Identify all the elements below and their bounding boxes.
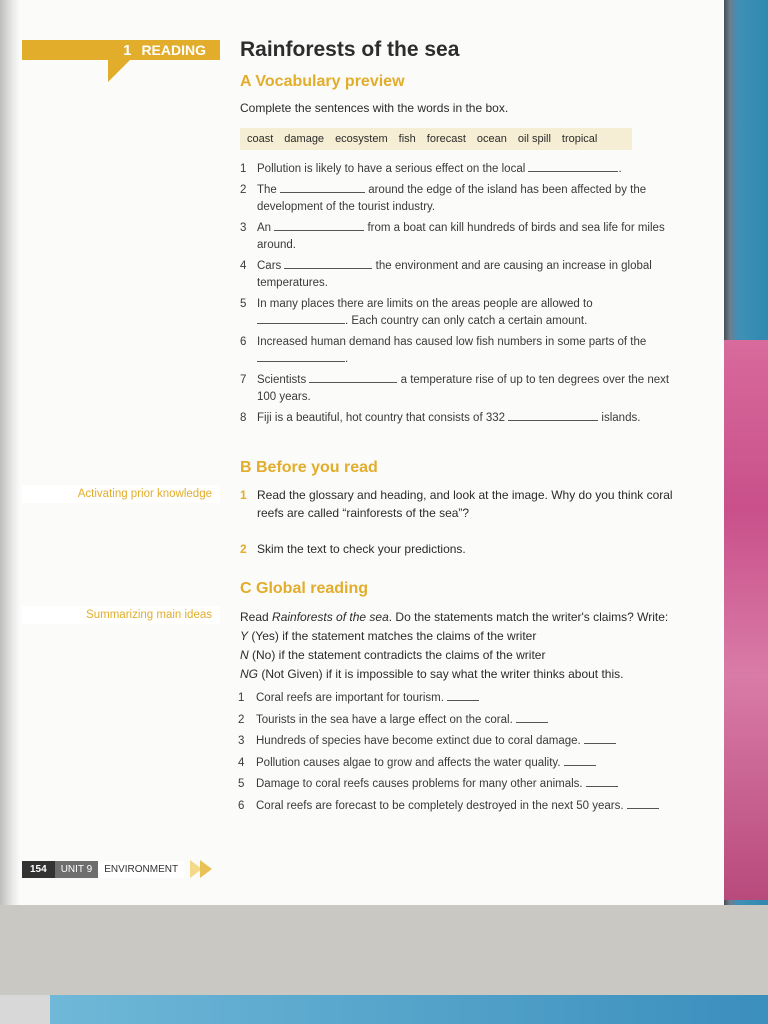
item-text: Read the glossary and heading, and look at the image. Why do you think coral reefs are called “rainforests of the sea”?	[257, 488, 673, 520]
item-text	[256, 753, 596, 775]
list-item	[240, 334, 680, 368]
word-box-word: ecosystem	[335, 133, 388, 145]
section-tab	[22, 40, 220, 60]
answer-blank	[528, 161, 618, 172]
page-footer	[22, 860, 210, 878]
heading-global-reading: C Global reading	[240, 580, 369, 597]
page-spine-edge	[0, 0, 20, 905]
item-text-before-blank: Fiji is a beautiful, hot country that consists of 332	[257, 412, 509, 424]
item-text-before-blank: Increased human demand has caused low fish numbers in some parts of the	[257, 336, 647, 348]
item-text	[256, 710, 548, 732]
item-number: 1	[238, 692, 245, 704]
statement-text: Coral reefs are forecast to be completely destroyed in the next 50 years.	[256, 799, 627, 812]
item-text-before-blank: Pollution is likely to have a serious effect on the local	[257, 163, 529, 175]
item-number: 5	[240, 298, 247, 310]
heading-vocabulary-preview: A Vocabulary preview	[240, 73, 405, 90]
unit-topic: ENVIRONMENT	[98, 861, 184, 878]
item-number: 3	[240, 222, 247, 234]
unit-label: UNIT 9	[55, 861, 99, 878]
instruction-vocabulary: Complete the sentences with the words in the box.	[240, 101, 509, 115]
answer-blank	[516, 712, 548, 723]
item-text	[257, 258, 680, 292]
page-stack-bottom	[0, 905, 768, 995]
answer-key-line	[240, 665, 700, 684]
answer-blank	[447, 690, 479, 701]
list-item	[238, 710, 698, 732]
list-item	[240, 410, 680, 427]
side-label-activating-prior-knowledge: Activating prior knowledge	[22, 485, 220, 503]
item-number: 4	[240, 260, 247, 272]
global-reading-instruction: Read Rainforests of the sea. Do the statements match the writer's claims? Write:	[240, 610, 669, 624]
item-text	[257, 410, 680, 427]
answer-key-line	[240, 646, 700, 665]
item-text	[257, 296, 680, 330]
side-label-summarizing-main-ideas: Summarizing main ideas	[22, 606, 220, 624]
item-text	[257, 182, 680, 216]
item-text-after-blank: from a boat can kill hundreds of birds and sea life for miles around.	[257, 222, 665, 251]
answer-blank	[508, 410, 598, 421]
item-text	[257, 161, 680, 178]
item-text-after-blank: islands.	[598, 412, 641, 424]
word-box-word: forecast	[426, 133, 466, 145]
answer-blank	[257, 351, 345, 362]
item-text-before-blank: An	[257, 222, 275, 234]
list-item	[238, 796, 698, 818]
item-text-before-blank: The	[257, 184, 281, 196]
item-text	[257, 372, 680, 406]
item-number: 1	[240, 488, 247, 502]
item-text: Skim the text to check your predictions.	[257, 542, 466, 556]
answer-blank	[284, 258, 372, 269]
item-number: 4	[238, 756, 245, 769]
list-item	[240, 372, 680, 406]
statement-text: Tourists in the sea have a large effect on the coral.	[256, 713, 516, 726]
answer-key-line	[240, 627, 700, 646]
word-box-word: ocean	[476, 133, 507, 145]
global-reading-statements	[238, 688, 698, 817]
list-item	[238, 753, 698, 775]
item-text-after-blank: around the edge of the island has been affected by the development of the tourist industry.	[257, 184, 647, 213]
item-number: 2	[238, 713, 245, 726]
list-item	[240, 540, 680, 558]
statement-text: Pollution causes algae to grow and affects the water quality.	[256, 756, 564, 769]
item-text	[256, 774, 618, 796]
item-number: 3	[238, 735, 245, 747]
item-text	[257, 220, 680, 254]
item-text	[256, 688, 479, 710]
next-page-image-strip	[50, 995, 768, 1024]
item-text	[256, 731, 616, 753]
word-box-word: fish	[398, 133, 416, 145]
statement-text: Hundreds of species have become extinct due to coral damage.	[256, 735, 584, 747]
page-title: Rainforests of the sea	[240, 38, 460, 61]
item-text-after-blank: . Each country can only catch a certain amount.	[345, 315, 588, 327]
section-label: READING	[141, 42, 206, 58]
item-number: 8	[240, 412, 247, 424]
section-number: 1	[123, 41, 132, 59]
item-text-before-blank: Cars	[257, 260, 285, 272]
item-text	[256, 796, 659, 818]
list-item	[240, 161, 680, 178]
answer-blank	[280, 182, 365, 193]
list-item	[240, 220, 680, 254]
vocabulary-list	[240, 161, 680, 431]
list-item	[238, 774, 698, 796]
item-number: 6	[238, 799, 245, 812]
item-text-before-blank: Scientists	[257, 374, 310, 386]
item-text-after-blank: a temperature rise of up to ten degrees over the next 100 years.	[257, 374, 670, 403]
word-box-word: oil spill	[517, 133, 551, 145]
heading-before-you-read: B Before you read	[240, 459, 378, 476]
next-page-edge	[0, 995, 50, 1024]
item-number: 5	[238, 778, 245, 790]
word-box-word: tropical	[561, 133, 598, 145]
answer-blank	[627, 798, 659, 809]
item-number: 6	[240, 336, 247, 348]
answer-blank	[257, 313, 345, 324]
answer-key-text: (Yes) if the statement matches the claims of the writer	[248, 629, 537, 643]
footer-arrows-icon	[190, 860, 210, 878]
item-text-before-blank: In many places there are limits on the areas people are allowed to	[257, 298, 593, 310]
page-number: 154	[22, 861, 55, 878]
section-tab-flag	[108, 60, 130, 82]
item-text-after-blank: the environment and are causing an increase in global temperatures.	[257, 260, 652, 289]
list-item	[240, 296, 680, 330]
before-you-read-list	[240, 486, 680, 576]
list-item	[240, 182, 680, 216]
word-box-word: damage	[284, 133, 325, 145]
word-box	[240, 128, 632, 150]
item-number: 2	[240, 542, 247, 556]
item-text-after-blank: .	[618, 163, 622, 175]
item-number: 2	[240, 184, 247, 196]
list-item	[238, 731, 698, 753]
answer-blank	[274, 220, 364, 231]
list-item	[240, 486, 680, 522]
statement-text: Coral reefs are important for tourism.	[256, 692, 448, 704]
statement-text: Damage to coral reefs causes problems for many other animals.	[256, 778, 586, 790]
coral-image	[724, 340, 768, 900]
answer-blank	[564, 755, 596, 766]
item-text	[257, 334, 680, 368]
answer-key-code: N	[240, 648, 249, 662]
word-box-word: coast	[247, 133, 274, 145]
answer-key-code: NG	[240, 667, 258, 681]
answer-key-text: (Not Given) if it is impossible to say what the writer thinks about this.	[258, 667, 624, 681]
answer-key-text: (No) if the statement contradicts the claims of the writer	[248, 648, 546, 662]
answer-blank	[584, 733, 616, 744]
global-reading-instructions	[240, 608, 700, 684]
list-item	[238, 688, 698, 710]
answer-blank	[309, 372, 397, 383]
item-number: 7	[240, 374, 247, 386]
list-item	[240, 258, 680, 292]
item-number: 1	[240, 163, 247, 175]
answer-blank	[586, 776, 618, 787]
item-text-after-blank: .	[345, 353, 349, 365]
answer-key-code: Y	[240, 629, 249, 643]
